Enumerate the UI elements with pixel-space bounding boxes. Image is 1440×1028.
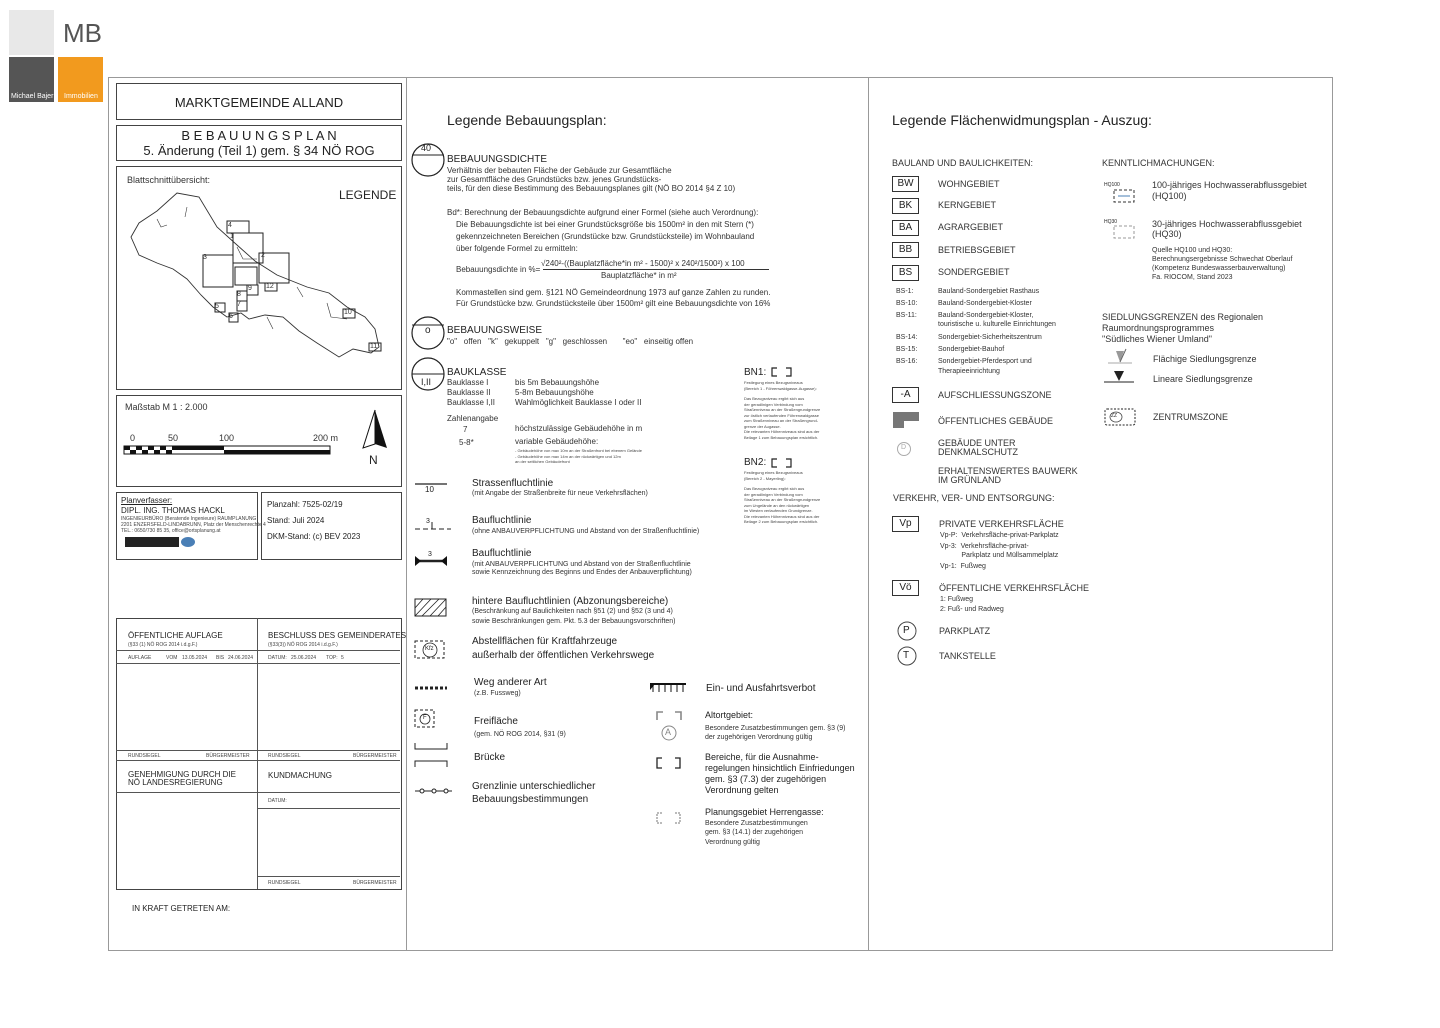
logo-right-label: Immobilien	[64, 93, 98, 100]
zoning-legend-heading: Legende Flächenwidmungsplan - Auszug:	[892, 112, 1152, 128]
planning-area-sub: Besondere Zusatzbestimmungen	[705, 820, 808, 827]
bn1-note-line: zum Straßenniveau an der Straßengrund-	[744, 418, 819, 423]
zone-code-box: BS	[892, 265, 919, 281]
zone-code-box: BA	[892, 220, 919, 236]
building-class-name: Bauklasse I,II	[447, 398, 496, 407]
density-text: zur Gesamtfläche des Grundstücks bzw. jenes Grundstücks-	[447, 175, 662, 184]
in-force-label: IN KRAFT GETRETEN AM:	[132, 904, 231, 913]
public-building-label: ÖFFENTLICHES GEBÄUDE	[938, 416, 1054, 426]
grid-hline	[116, 760, 400, 761]
north-label: N	[369, 453, 378, 467]
sheet-number[interactable]: 8	[237, 291, 241, 298]
approval-title: GENEHMIGUNG DURCH DIE NÖ LANDESREGIERUNG	[128, 770, 237, 787]
plan-status: Stand: Juli 2024	[267, 516, 325, 525]
plan-title: B E B A U U N G S P L A N	[181, 128, 337, 143]
planner-line: TEL.: 0650/730 85 35, office@ortsplanung.at	[121, 528, 221, 534]
path-sub: (z.B. Fussweg)	[474, 690, 521, 697]
building-line-obligation-sub: sowie Kennzeichnung des Beginns und Endes der Anbauverpflichtung)	[472, 569, 692, 576]
municipality-box	[116, 83, 402, 120]
center-zone-label: ZENTRUMSZONE	[1153, 412, 1228, 422]
formula-left: Bebauungsdichte in %=	[456, 265, 541, 274]
monument-label: DENKMALSCHUTZ	[938, 447, 1019, 457]
sheet-number[interactable]: 2	[261, 252, 265, 259]
boundary-line-title: Bebauungsbestimmungen	[472, 794, 589, 805]
density-text: teils, für den diese Bestimmung des Bebauungsplanes gilt (NÖ BO 2014 §4 Z 10)	[447, 184, 736, 193]
height-value: 5-8*	[459, 438, 474, 447]
density-symbol-value: 40	[421, 143, 432, 153]
zone-code-box: BW	[892, 176, 919, 192]
overview-map	[117, 167, 401, 389]
planning-area-icon	[656, 812, 682, 824]
traffic-title: VERKEHR, VER- UND ENTSORGUNG:	[893, 493, 1055, 503]
grid-hline	[116, 650, 400, 651]
no-access-icon	[649, 682, 687, 694]
gas-station-symbol: T	[903, 650, 910, 661]
mayor-label: BÜRGERMEISTER	[353, 880, 397, 886]
bn1-note-line: der geradlinigen Verbindung vom	[744, 401, 803, 407]
bd-text: Bd*: Berechnung der Bebauungsdichte aufgrund einer Formel (siehe auch Verordnung):	[447, 208, 759, 217]
center-zone-symbol: ZZ	[1111, 413, 1118, 419]
areal-boundary-icon	[1106, 348, 1134, 366]
council-row: TOP:	[326, 655, 338, 661]
height-value: 7	[463, 425, 468, 434]
legend-label: LEGENDE	[339, 188, 397, 202]
parking-symbol: P	[903, 625, 910, 636]
grid-vline	[257, 618, 258, 889]
bs-code: BS-16:	[896, 358, 918, 365]
zone-label: AGRARGEBIET	[938, 222, 1004, 232]
public-display-row: VOM	[166, 655, 178, 661]
overview-label: Blattschnittübersicht:	[127, 175, 211, 185]
bridge-icon	[414, 742, 448, 768]
linear-boundary-label: Lineare Siedlungsgrenze	[1153, 374, 1253, 384]
bn1-note	[744, 380, 820, 440]
formula-top: √240²-((Bauplatzfläche*in m² - 1500)² x 240²/1500²) x 100	[541, 259, 745, 268]
sheet-number[interactable]: 1	[230, 233, 234, 240]
bs-code: BS-11:	[896, 312, 917, 319]
bn2-note	[744, 470, 820, 525]
sheet-number[interactable]: 5	[215, 303, 219, 310]
bd-text: über folgende Formel zu ermitteln:	[456, 244, 578, 253]
mayor-label: BÜRGERMEISTER	[353, 753, 397, 759]
hq-source: Fa. RIOCOM, Stand 2023	[1152, 274, 1233, 281]
hq-source: (Kompetenz Bundeswasserbauverwaltung)	[1152, 265, 1286, 272]
kommastellen-text: Für Grundstücke bzw. Grundstücksteile über 1500m² gilt eine Bebauungsdichte von 16%	[456, 299, 771, 308]
open-space-title: Freifläche	[474, 716, 518, 727]
plan-title-box	[116, 125, 402, 161]
bn1-note-line: Straßenniveau an der Straßengrundgrenze	[744, 407, 821, 412]
bn2-note-line: Straßenniveau an der Straßengrundgrenze	[744, 497, 821, 502]
old-town-title: Altortgebiet:	[705, 710, 754, 720]
planning-area-sub: gem. §3 (14.1) der zugehörigen	[705, 829, 804, 836]
building-line-title: Baufluchtlinie	[472, 515, 532, 526]
bd-text: Die Bebauungsdichte ist bei einer Grundstücksgröße bis 1500m² in den mit Stern (*)	[456, 220, 754, 229]
grid-hline	[258, 808, 400, 809]
height-note: - Gebäudehöhe von max 10m an der Straßenfront bei ebenem Gelände	[515, 448, 642, 453]
bn2-bracket-icon	[771, 458, 793, 468]
plan-info-box	[261, 492, 402, 560]
dkm-status: DKM-Stand: (c) BEV 2023	[267, 532, 361, 541]
zone-label: WOHNGEBIET	[938, 179, 1000, 189]
council-row: 25.06.2024	[291, 655, 317, 661]
scale-tick-label: 100	[219, 433, 235, 443]
public-display-row: AUFLAGE	[128, 655, 152, 661]
sheet-number[interactable]: 11	[370, 343, 378, 350]
hq-source: Berechnungsergebnisse Schwechat Oberlauf	[1152, 256, 1293, 263]
building-type-text: "o" offen "k" gekuppelt "g" geschlossen "eo" einseitig offen	[447, 337, 694, 346]
municipality-title: MARKTGEMEINDE ALLAND	[174, 95, 344, 110]
parking-label: PARKPLATZ	[939, 626, 991, 636]
bn1-note-line: grenze der Augasse.	[744, 423, 781, 429]
zone-label: KERNGEBIET	[938, 200, 997, 210]
bn2-note-line: der geradlinigen Verbindung vom	[744, 491, 803, 497]
divider-right	[868, 77, 869, 950]
bn2-note-line: zum Ungelände an den rückwärtigen	[744, 502, 810, 508]
private-traffic-sub: Vp-P: Verkehrsfläche-privat-Parkplatz	[940, 532, 1059, 539]
private-traffic-box: Vp	[892, 516, 919, 532]
open-space-symbol: F	[423, 715, 427, 721]
building-line-value: 3	[426, 518, 430, 525]
public-building-icon	[892, 411, 920, 429]
building-line-sub: (ohne ANBAUVERPFLICHTUNG und Abstand von der Straßenfluchtlinie)	[472, 528, 700, 535]
divider-left	[406, 77, 407, 950]
fence-exception-icon	[656, 757, 682, 769]
bs-desc: Bauland-Sondergebiet Rasthaus	[938, 288, 1040, 295]
building-line-obligation-sub: (mit ANBAUVERPFLICHTUNG und Abstand von der Straßenfluchtlinie	[472, 561, 691, 568]
old-town-sub: Besondere Zusatzbestimmungen gem. §3 (9)	[705, 725, 846, 732]
zone-code-box: BB	[892, 242, 919, 258]
sheet-number[interactable]: 12	[266, 283, 274, 290]
settlement-title: "Südliches Wiener Umland"	[1102, 334, 1212, 344]
preserve-label: IM GRÜNLAND	[938, 475, 1002, 485]
sheet-number[interactable]: 4	[228, 222, 232, 229]
old-town-sub: der zugehörigen Verordnung gültig	[705, 734, 813, 741]
marking-title: KENNTLICHMACHUNGEN:	[1102, 158, 1215, 168]
scale-box	[116, 395, 402, 487]
private-traffic-label: PRIVATE VERKEHRSFLÄCHE	[939, 519, 1064, 529]
building-class-desc: Wahlmöglichkeit Bauklasse I oder II	[515, 398, 642, 407]
hq30-tag: HQ30	[1104, 219, 1118, 225]
bn1-label: BN1:	[744, 367, 767, 378]
public-display-row: 24.06.2024	[228, 655, 254, 661]
private-traffic-sub: Vp-3: Verkehrsfläche-privat-	[940, 543, 1029, 550]
hq100-icon	[1104, 186, 1136, 204]
logo-tile-orange	[58, 57, 103, 102]
private-traffic-sub: Parkplatz und Müllsammelplatz	[940, 552, 1059, 559]
plan-number: Planzahl: 7525-02/19	[267, 500, 343, 509]
rear-building-line-sub: (Beschränkung auf Baulichkeiten nach §51 (2) und §52 (3 und 4)	[472, 608, 673, 615]
boundary-line-icon	[414, 786, 454, 796]
parking-area-symbol: Kfz	[425, 646, 434, 652]
fence-exception-title: Verordnung gelten	[705, 785, 779, 795]
hq100-tag: HQ100	[1104, 182, 1120, 188]
bn2-note-line: (Bereich 2 - Mayerling):	[744, 475, 786, 481]
bn2-note-line: Beilage 2 zum Bebauungsplan ersichtlich.	[744, 519, 819, 524]
height-desc: höchstzulässige Gebäudehöhe in m	[515, 424, 643, 433]
hq30-label: (HQ30)	[1152, 229, 1182, 239]
building-line-icon	[413, 518, 453, 536]
rear-building-line-sub: sowie Beschränkungen gem. Pkt. 5.3 der Bebauungsvorschriften)	[472, 618, 676, 625]
sheet-number[interactable]: 10	[344, 309, 352, 316]
scale-label: Maßstab M 1 : 2.000	[125, 402, 208, 412]
building-type-title: BEBAUUNGSWEISE	[447, 325, 543, 336]
height-desc: variable Gebäudehöhe:	[515, 437, 599, 446]
street-line-title: Strassenfluchtlinie	[472, 478, 554, 489]
sheet-number[interactable]: 6	[229, 313, 233, 320]
public-traffic-label: ÖFFENTLICHE VERKEHRSFLÄCHE	[939, 583, 1090, 593]
path-title: Weg anderer Art	[474, 677, 547, 688]
linear-boundary-icon	[1102, 368, 1136, 386]
planner-logo	[125, 537, 179, 547]
building-class-desc: 5-8m Bebauungshöhe	[515, 388, 594, 397]
public-display-row: 13.05.2024	[182, 655, 208, 661]
preserve-label: ERHALTENSWERTES BAUWERK	[938, 466, 1078, 476]
bs-desc: Sondergebiet-Pferdesport und	[938, 358, 1032, 365]
date-label: DATUM:	[268, 798, 287, 804]
building-line-obligation-icon	[413, 552, 453, 570]
sheet-number[interactable]: 7	[237, 301, 241, 308]
bs-code: BS-10:	[896, 300, 918, 307]
settlement-title: SIEDLUNGSGRENZEN des Regionalen	[1102, 312, 1264, 322]
planner-line: INGENIEURBÜRO (Beratende Ingenieure) RAUMPLANUNG	[121, 516, 257, 522]
center-zone-icon	[1104, 408, 1136, 428]
sheet-number[interactable]: 3	[203, 254, 207, 261]
overview-box	[116, 166, 402, 390]
no-access-title: Ein- und Ausfahrtsverbot	[706, 683, 816, 694]
development-zone-label: AUFSCHLIESSUNGSZONE	[938, 390, 1052, 400]
areal-boundary-label: Flächige Siedlungsgrenze	[1153, 354, 1257, 364]
parking-area-title: Abstellflächen für Kraftfahrzeuge	[472, 636, 618, 647]
monument-label: GEBÄUDE UNTER	[938, 438, 1016, 448]
zone-code-box: BK	[892, 198, 919, 214]
density-text: Verhältnis der bebauten Fläche der Gebäude zur Gesamtfläche	[447, 166, 672, 175]
parking-area-title: außerhalb der öffentlichen Verkehrswege	[472, 650, 655, 661]
bs-desc: Sondergebiet-Sicherheitszentrum	[938, 334, 1042, 341]
fence-exception-title: regelungen hinsichtlich Einfriedungen	[705, 763, 855, 773]
logo-initials: MB	[63, 18, 102, 48]
seal-label: RUNDSIEGEL	[128, 753, 161, 759]
hq100-label: (HQ100)	[1152, 191, 1187, 201]
building-type-symbol-value: o	[425, 325, 431, 336]
building-class-name: Bauklasse I	[447, 378, 489, 387]
north-arrow-icon	[361, 408, 391, 450]
bs-code: BS-15:	[896, 346, 918, 353]
building-class-desc: bis 5m Bebauungshöhe	[515, 378, 600, 387]
scale-tick-label: 0	[130, 433, 136, 443]
height-label: Zahlenangabe	[447, 414, 499, 423]
seal-label: RUNDSIEGEL	[268, 753, 301, 759]
scale-tick-label: 50	[168, 433, 179, 443]
public-traffic-box: Vö	[892, 580, 919, 596]
planner-box	[116, 492, 266, 560]
sheet-number[interactable]: 9	[248, 285, 252, 292]
bs-desc: touristische u. kulturelle Einrichtungen	[938, 321, 1056, 328]
height-note: an der seitlichen Gebäudefront	[515, 459, 570, 464]
zone-label: BETRIEBSGEBIET	[938, 245, 1016, 255]
planner-logo-badge	[181, 537, 195, 547]
planner-line: 2201 ENZERSFELD-LINDABRUNN, Platz der Menschenrechte 4	[121, 522, 266, 528]
bn1-note-line: Das Bezugsniveau ergibt sich aus	[744, 396, 805, 401]
logo-tile-mb	[58, 10, 103, 55]
bn1-note-line: zur östlich verlaufenden Föhrenwaldgasse	[744, 412, 819, 418]
hq100-label: 100-jähriges Hochwasserabflussgebiet	[1152, 180, 1307, 190]
public-traffic-sub: 1: Fußweg	[940, 596, 974, 603]
hatched-area-icon	[414, 598, 448, 618]
building-line-obligation-title: Baufluchtlinie	[472, 548, 532, 559]
bebauungsplan-legend-heading: Legende Bebauungsplan:	[447, 112, 607, 128]
kommastellen-text: Kommastellen sind gem. §121 NÖ Gemeindeordnung 1973 auf ganze Zahlen zu runden.	[456, 288, 771, 297]
building-class-title: BAUKLASSE	[447, 367, 507, 378]
bn1-bracket-icon	[771, 367, 793, 377]
formula-bar	[543, 269, 769, 270]
fence-exception-title: Bereiche, für die Ausnahme-	[705, 752, 819, 762]
planner-name: DIPL. ING. THOMAS HACKL	[121, 506, 225, 515]
building-class-name: Bauklasse II	[447, 388, 491, 397]
path-icon	[414, 683, 448, 693]
bridge-title: Brücke	[474, 752, 506, 763]
bn2-note-line: im Westen verlaufenden Grundgrenze.	[744, 508, 813, 513]
hq-source: Quelle HQ100 und HQ30:	[1152, 247, 1233, 254]
open-space-sub: (gem. NÖ ROG 2014, §31 (9)	[474, 731, 566, 738]
council-title: BESCHLUSS DES GEMEINDERATES	[268, 631, 407, 640]
private-traffic-sub: Vp-1: Fußweg	[940, 563, 986, 570]
bn2-label: BN2:	[744, 457, 767, 468]
building-class-symbol-value: I,II	[421, 377, 432, 387]
grid-hline	[116, 792, 400, 793]
bn1-note-line: Die relevanten Höhenniveaus sind aus der	[744, 429, 820, 434]
settlement-title: Raumordnungsprogrammes	[1102, 323, 1215, 333]
logo-tile-light	[9, 10, 54, 55]
public-display-title: ÖFFENTLICHE AUFLAGE	[128, 631, 223, 640]
bn2-note-line: Das Bezugsniveau ergibt sich aus	[744, 486, 805, 491]
bn1-note-line: Festlegung eines Bezugsniveaus	[744, 380, 803, 385]
grid-hline	[258, 876, 400, 877]
street-line-value: 10	[425, 485, 434, 494]
bauland-title: BAULAND UND BAULICHKEITEN:	[892, 158, 1034, 168]
height-note: - Gebäudehöhe von max 14m an der rückwärtigen und 12m	[515, 454, 621, 459]
bn2-note-line: Festlegung eines Bezugsniveaus	[744, 470, 803, 475]
grid-hline	[116, 750, 400, 751]
fence-exception-title: gem. §3 (7.3) der zugehörigen	[705, 774, 827, 784]
gas-station-label: TANKSTELLE	[939, 651, 996, 661]
public-display-row: BIS	[216, 655, 225, 661]
bs-desc: Therapieeinrichtung	[938, 368, 1000, 375]
building-line-obligation-value: 3	[428, 551, 432, 558]
council-row: 5	[341, 655, 344, 661]
scale-bar	[123, 444, 333, 458]
seal-label: RUNDSIEGEL	[268, 880, 301, 886]
scale-tick-label: 200 m	[313, 433, 339, 443]
bd-text: gekennzeichneten Bereichen (Grundstücke bzw. Grundstücksteile) im Wohnbauland	[456, 232, 755, 241]
development-zone-box: -A	[892, 387, 919, 403]
grid-hline	[116, 663, 400, 664]
council-sub: (§33(3)) NÖ ROG 2014 i.d.g.F.)	[268, 642, 338, 648]
mayor-label: BÜRGERMEISTER	[206, 753, 250, 759]
zone-label: SONDERGEBIET	[938, 267, 1010, 277]
logo-tile-dark	[9, 57, 54, 102]
public-display-sub: (§33 (1) NÖ ROG 2014 i.d.g.F.)	[128, 642, 198, 648]
plan-subtitle: 5. Änderung (Teil 1) gem. § 34 NÖ ROG	[143, 143, 375, 158]
bs-desc: Sondergebiet-Bauhof	[938, 346, 1005, 353]
planning-area-title: Planungsgebiet Herrengasse:	[705, 807, 824, 817]
hq30-label: 30-jähriges Hochwasserabflussgebiet	[1152, 219, 1302, 229]
bn1-note-line: Beilage 1 zum Bebauungsplan ersichtlich.	[744, 434, 819, 440]
announcement-title: KUNDMACHUNG	[268, 771, 332, 780]
bs-desc: Bauland-Sondergebiet-Kloster,	[938, 312, 1034, 319]
planning-area-sub: Verordnung gültig	[705, 839, 760, 846]
density-title: BEBAUUNGSDICHTE	[447, 154, 548, 165]
bs-desc: Bauland-Sondergebiet-Kloster	[938, 300, 1032, 307]
old-town-symbol: A	[665, 727, 672, 737]
street-line-sub: (mit Angabe der Straßenbreite für neue Verkehrsflächen)	[472, 490, 648, 497]
boundary-line-title: Grenzlinie unterschiedlicher	[472, 781, 596, 792]
planner-label: Planverfasser:	[121, 496, 173, 505]
council-row: DATUM:	[268, 655, 287, 661]
public-traffic-sub: 2: Fuß- und Radweg	[940, 606, 1004, 613]
rear-building-line-title: hintere Baufluchtlinien (Abzonungsbereiche)	[472, 596, 669, 607]
bn1-note-line: (Bereich 1 - Föhrenwaldgasse-Augasse):	[744, 385, 817, 391]
bs-code: BS-1:	[896, 288, 914, 295]
monument-symbol: D	[901, 444, 907, 451]
logo-left-label: Michael Bajer	[11, 93, 54, 100]
bn2-note-line: Die relevanten Höhenniveaus sind aus der	[744, 513, 820, 519]
bs-code: BS-14:	[896, 334, 918, 341]
formula-bottom: Bauplatzfläche* in m²	[601, 271, 677, 280]
